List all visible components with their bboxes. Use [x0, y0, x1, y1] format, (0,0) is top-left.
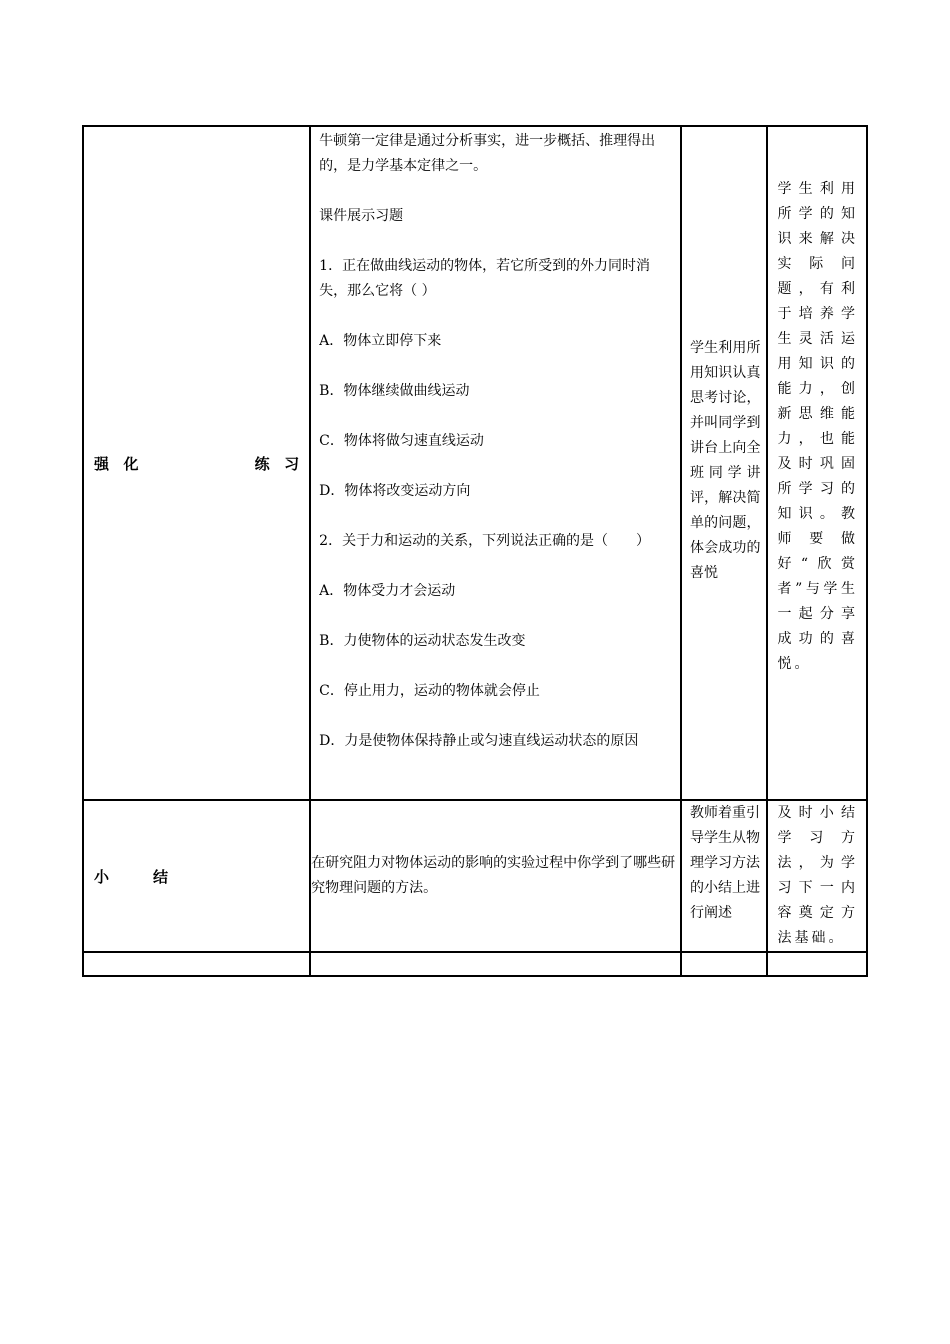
- summary-design-intent: 及时小结学习方法，为学习下一内容奠定方法基础。: [777, 805, 858, 946]
- empty-cell: [767, 952, 867, 976]
- option-text: D．物体将改变运动方向: [319, 483, 471, 499]
- option-text: C．停止用力，运动的物体就会停止: [319, 683, 540, 699]
- section-label-summary: 小 结: [94, 867, 169, 886]
- design-intent-cell: [767, 126, 867, 800]
- option-text: A．物体受力才会运动: [319, 583, 456, 599]
- option-text: D．力是使物体保持静止或匀速直线运动状态的原因: [319, 733, 639, 749]
- option-text: A．物体立即停下来: [319, 333, 442, 349]
- student-activity-cell: [681, 126, 767, 800]
- question-1: 1．正在做曲线运动的物体，若它所受到的外力同时消失，那么它将（ ）: [319, 258, 651, 299]
- option-text: C．物体将做匀速直线运动: [319, 433, 484, 449]
- practice-content: [311, 127, 680, 756]
- section-label-cell: [83, 800, 310, 952]
- student-activity-cell: [681, 800, 767, 952]
- content-paragraph: 牛顿第一定律是通过分析事实，进一步概括、推理得出的，是力学基本定律之一。: [319, 133, 656, 174]
- table-row-summary: [83, 800, 867, 952]
- empty-cell: [83, 952, 310, 976]
- content-paragraph: 课件展示习题: [319, 208, 404, 224]
- summary-student-activity: 教师着重引导学生从物理学习方法的小结上进行阐述: [690, 805, 761, 921]
- student-activity-text: 学生利用所用知识认真思考讨论，并叫同学到讲台上向全班同学讲评，解决简单的问题，体会成功的喜悦: [690, 340, 761, 581]
- table-row-practice: [83, 126, 867, 800]
- option-text: B．物体继续做曲线运动: [319, 383, 470, 399]
- question-2: 2．关于力和运动的关系，下列说法正确的是（ ）: [319, 533, 651, 549]
- empty-cell: [681, 952, 767, 976]
- section-label-practice: 强 化 练 习: [94, 454, 300, 473]
- lesson-plan-table: [82, 125, 868, 977]
- content-cell: [310, 126, 681, 800]
- section-label-cell: [83, 126, 310, 800]
- option-text: B．力使物体的运动状态发生改变: [319, 633, 526, 649]
- summary-content-cell: [310, 800, 681, 952]
- empty-cell: [310, 952, 681, 976]
- table-row-empty: [83, 952, 867, 976]
- design-intent-cell: [767, 800, 867, 952]
- summary-content: 在研究阻力对物体运动的影响的实验过程中你学到了哪些研究物理问题的方法。: [311, 855, 676, 896]
- design-intent-text: 学生利用所学的知识来解决实际问题，有利于培养学生灵活运用知识的能力，创新思维能力，也能及时巩固所学习的知识。教师要做好“欣赏者”与学生一起分享成功的喜悦。: [777, 181, 858, 672]
